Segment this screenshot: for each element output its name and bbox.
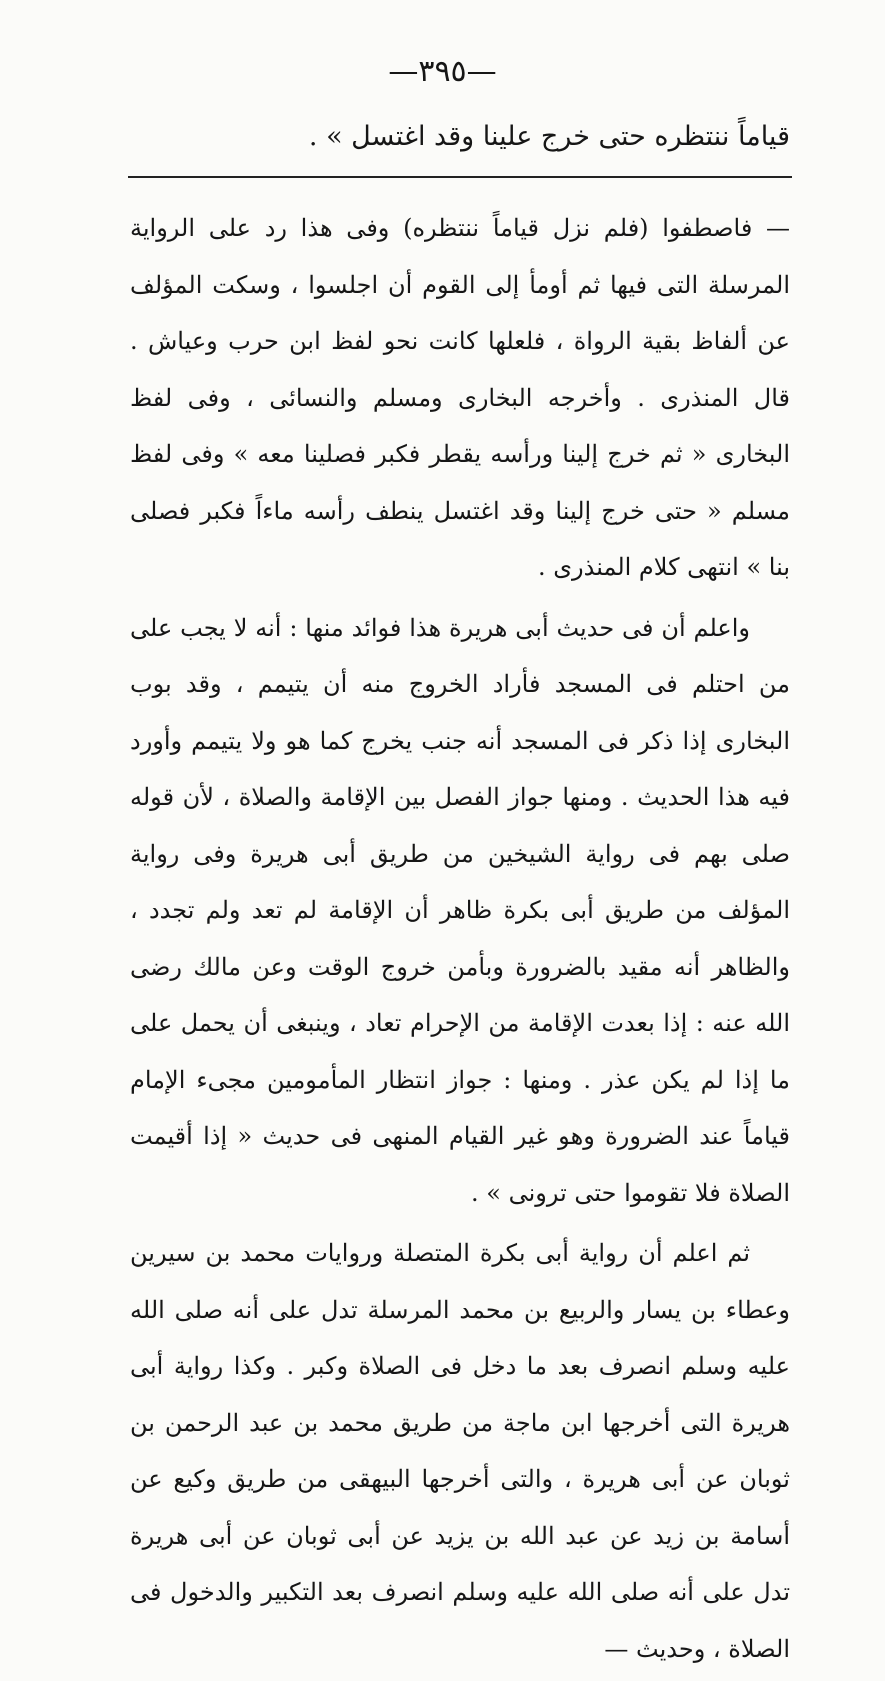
commentary-paragraph-1: — فاصطفوا (فلم نزل قياماً ننتظره) وفى هذا رد على الرواية المرسلة التى فيها ثم أومأ إلى القوم أن اجلسوا ، وسكت المؤلف عن ألفاظ بقية الرواة ، فلعلها كانت نحو لفظ ابن حرب وعياش . قال المنذرى . وأخرجه البخارى ومسلم والنسائى ، وفى لفظ البخارى « ثم خرج إلينا ورأسه يقطر فكبر فصلينا معه » وفى لفظ مسلم « حتى خرج إلينا وقد اغتسل ينطف رأسه ماءاً فكبر فصلى بنا » انتهى كلام المنذرى . bbox=[130, 214, 791, 581]
separator-rule bbox=[128, 176, 792, 178]
hadith-continuation: قياماً ننتظره حتى خرج علينا وقد اغتسل » . bbox=[308, 121, 790, 152]
commentary-paragraph-2: واعلم أن فى حديث أبى هريرة هذا فوائد منها : أنه لا يجب على من احتلم فى المسجد فأراد الخروج منه أن يتيمم ، وقد بوب البخارى إذا ذكر فى المسجد أنه جنب يخرج كما هو ولا يتيمم وأورد فيه هذا الحديث . ومنها جواز الفصل بين الإقامة والصلاة ، لأن قوله صلى بهم فى رواية الشيخين من طريق أبى هريرة وفى رواية المؤلف من طريق أبى بكرة ظاهر أن الإقامة لم تعد ولم تجدد ، والظاهر أنه مقيد بالضرورة وبأمن خروج الوقت وعن مالك رضى الله عنه : إذا بعدت الإقامة من الإحرام تعاد ، وينبغى أن يحمل على ما إذا لم يكن عذر . ومنها : جواز انتظار المأمومين مجىء الإمام قياماً عند الضرورة وهو غير القيام المنهى فى حديث « إذا أقيمت الصلاة فلا تقوموا حتى ترونى » . bbox=[130, 613, 790, 1207]
commentary-block bbox=[130, 200, 790, 1681]
commentary-paragraph-3: ثم اعلم أن رواية أبى بكرة المتصلة وروايات محمد بن سيرين وعطاء بن يسار والربيع بن محمد المرسلة تدل على أنه صلى الله عليه وسلم انصرف بعد ما دخل فى الصلاة وكبر . وكذا رواية أبى هريرة التى أخرجها ابن ماجة من طريق محمد بن عبد الرحمن بن ثوبان عن أبى هريرة ، والتى أخرجها البيهقى من طريق وكيع عن أسامة بن زيد عن عبد الله بن يزيد عن أبى ثوبان عن أبى هريرة تدل على أنه صلى الله عليه وسلم انصرف بعد التكبير والدخول فى الصلاة ، وحديث — bbox=[130, 1239, 791, 1663]
page-number: —٣٩٥— bbox=[388, 54, 497, 89]
